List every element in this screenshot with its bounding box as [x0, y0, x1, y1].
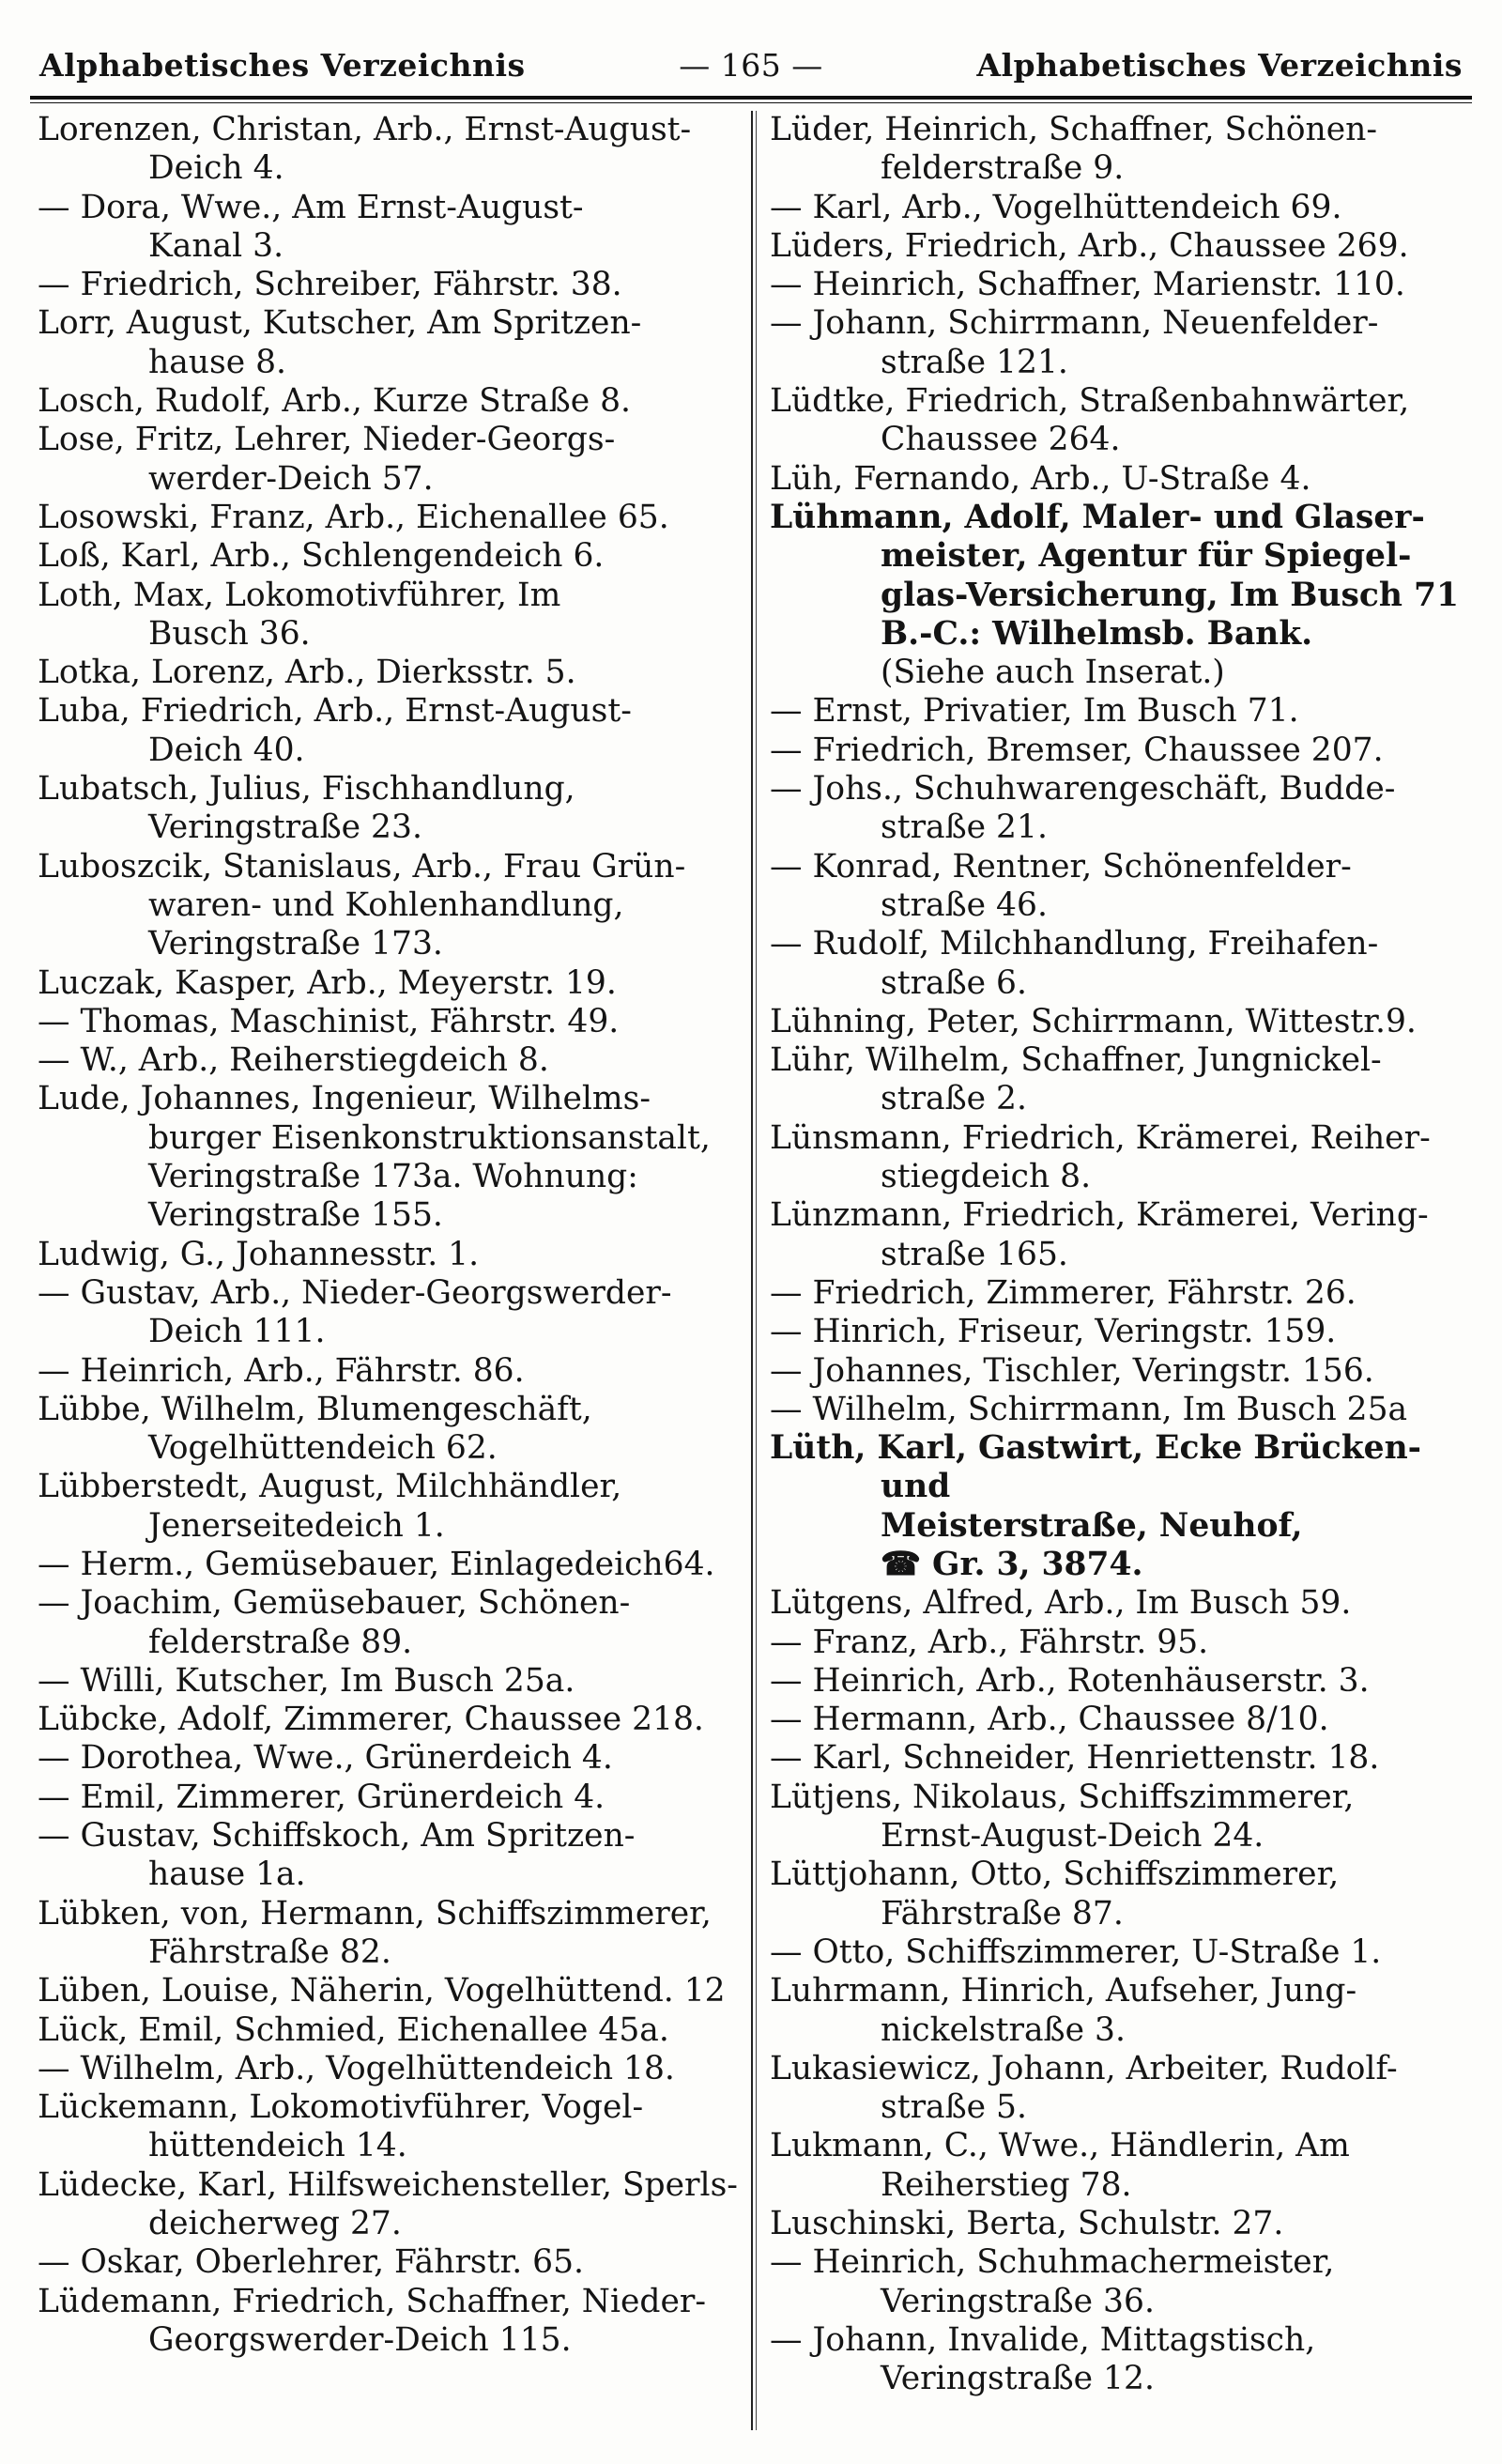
- entry-line: — Joachim, Gemüsebauer, Schönen-: [38, 1584, 631, 1623]
- entry-line: Lütgens, Alfred, Arb., Im Busch 59.: [770, 1584, 1352, 1623]
- entry-line: Loth, Max, Lokomotivführer, Im: [38, 576, 561, 614]
- header-left-title: Alphabetisches Verzeichnis: [39, 47, 526, 84]
- page-number: — 165 —: [679, 47, 823, 84]
- entry-line: Luhrmann, Hinrich, Aufseher, Jung-: [770, 1972, 1357, 2010]
- directory-entry: [770, 1933, 1472, 1972]
- directory-entry: [38, 1352, 740, 1391]
- entry-line: Lubatsch, Julius, Fischhandlung,: [38, 770, 575, 808]
- entry-line: stiegdeich 8.: [881, 1158, 1092, 1196]
- directory-entry: [770, 1972, 1472, 2050]
- directory-entry: [38, 1584, 740, 1662]
- directory-entry: [38, 2166, 740, 2244]
- entry-line: straße 5.: [881, 2088, 1027, 2127]
- entry-line: Ernst-August-Deich 24.: [881, 1817, 1264, 1856]
- directory-entry: [770, 499, 1472, 654]
- entry-line: (Siehe auch Inserat.): [881, 654, 1225, 692]
- directory-entry: [38, 1739, 740, 1778]
- entry-line: Veringstraße 173a. Wohnung:: [148, 1158, 638, 1196]
- entry-line: hause 1a.: [148, 1856, 306, 1894]
- entry-line: straße 46.: [881, 886, 1048, 924]
- directory-entry: [770, 770, 1472, 848]
- entry-line: hüttendeich 14.: [148, 2127, 407, 2165]
- entry-line: — Hinrich, Friseur, Veringstr. 159.: [770, 1313, 1337, 1351]
- entry-line: Lorr, August, Kutscher, Am Spritzen-: [38, 304, 642, 343]
- entry-line: Lose, Fritz, Lehrer, Nieder-Georgs-: [38, 421, 616, 459]
- entry-line: Luschinski, Berta, Schulstr. 27.: [770, 2205, 1284, 2243]
- entry-line: deicherweg 27.: [148, 2205, 402, 2243]
- directory-entry: [38, 1003, 740, 1041]
- entry-line: Lüben, Louise, Näherin, Vogelhüttend. 12: [38, 1972, 726, 2010]
- entry-line: Veringstraße 173.: [148, 925, 443, 963]
- entry-line: Georgswerder-Deich 115.: [148, 2320, 572, 2359]
- entry-line: — W., Arb., Reiherstiegdeich 8.: [38, 1041, 549, 1080]
- entry-line: — Konrad, Rentner, Schönenfelder-: [770, 847, 1352, 886]
- directory-entry: [38, 848, 740, 964]
- directory-entry: [38, 1274, 740, 1352]
- directory-entry: [770, 2205, 1472, 2243]
- directory-entry: [38, 692, 740, 770]
- entry-line: waren- und Kohlenhandlung,: [148, 886, 624, 924]
- entry-line: Lukasiewicz, Johann, Arbeiter, Rudolf-: [770, 2049, 1398, 2087]
- directory-entry: [38, 266, 740, 304]
- entry-line: — Wilhelm, Schirrmann, Im Busch 25a: [770, 1390, 1408, 1428]
- directory-entry: [770, 1003, 1472, 1041]
- entry-line: Deich 111.: [148, 1313, 326, 1351]
- entry-line: Luczak, Kasper, Arb., Meyerstr. 19.: [38, 963, 617, 1002]
- directory-entry: [770, 1119, 1472, 1197]
- entry-line: — Dorothea, Wwe., Grünerdeich 4.: [38, 1739, 613, 1778]
- entry-line: Fährstraße 82.: [148, 1933, 391, 1971]
- directory-entry: [770, 1739, 1472, 1778]
- entry-line: — Johannes, Tischler, Veringstr. 156.: [770, 1351, 1374, 1390]
- entry-line: Lückemann, Lokomotivführer, Vogel-: [38, 2088, 644, 2127]
- directory-entry: [770, 189, 1472, 227]
- entry-line: burger Eisenkonstruktionsanstalt,: [148, 1118, 711, 1157]
- directory-entry: [770, 2127, 1472, 2205]
- directory-entry: [770, 1856, 1472, 1933]
- directory-entry: [38, 2050, 740, 2088]
- entry-line: Luba, Friedrich, Arb., Ernst-August-: [38, 692, 632, 731]
- left-column: [30, 111, 751, 2430]
- entry-line: — Otto, Schiffszimmerer, U-Straße 1.: [770, 1933, 1382, 1971]
- entry-note: [770, 654, 1472, 692]
- entry-line: felderstraße 89.: [148, 1623, 413, 1661]
- directory-entry: [38, 654, 740, 692]
- directory-entry: [770, 1624, 1472, 1662]
- entry-line: Fährstraße 87.: [881, 1894, 1124, 1933]
- entry-line: — Heinrich, Schuhmachermeister,: [770, 2243, 1335, 2282]
- entry-line: — Friedrich, Zimmerer, Fährstr. 26.: [770, 1273, 1356, 1312]
- entry-line: — Johann, Invalide, Mittagstisch,: [770, 2320, 1316, 2359]
- directory-entry: [770, 2321, 1472, 2399]
- entry-line: Lübcke, Adolf, Zimmerer, Chaussee 218.: [38, 1701, 704, 1739]
- entry-line: Lünsmann, Friedrich, Krämerei, Reiher-: [770, 1118, 1431, 1157]
- entry-line: Lüder, Heinrich, Schaffner, Schönen-: [770, 111, 1378, 148]
- entry-line: — Dora, Wwe., Am Ernst-August-: [38, 188, 584, 226]
- directory-entry: [770, 848, 1472, 926]
- entry-line: straße 165.: [881, 1235, 1068, 1273]
- entry-line: Losch, Rudolf, Arb., Kurze Straße 8.: [38, 382, 632, 421]
- directory-entry: [770, 266, 1472, 304]
- entry-line: Lude, Johannes, Ingenieur, Wilhelms-: [38, 1080, 651, 1118]
- directory-entry: [38, 2011, 740, 2050]
- entry-line: nickelstraße 3.: [881, 2010, 1126, 2049]
- directory-entry: [38, 304, 740, 382]
- entry-line: Lühmann, Adolf, Maler- und Glaser-: [770, 498, 1425, 536]
- directory-entry: [770, 1041, 1472, 1119]
- directory-entry: [770, 732, 1472, 770]
- directory-entry: [38, 189, 740, 267]
- entry-line: Veringstraße 36.: [881, 2282, 1155, 2320]
- entry-line: — Karl, Arb., Vogelhüttendeich 69.: [770, 188, 1342, 226]
- directory-entry: [770, 1429, 1472, 1584]
- entry-line: Busch 36.: [148, 614, 311, 653]
- directory-entry: [770, 111, 1472, 189]
- directory-entry: [38, 499, 740, 537]
- entry-line: Lüth, Karl, Gastwirt, Ecke Brücken- und: [770, 1429, 1421, 1506]
- entry-line: Lütjens, Nikolaus, Schiffszimmerer,: [770, 1778, 1355, 1816]
- entry-line: Luboszcik, Stanislaus, Arb., Frau Grün-: [38, 847, 686, 886]
- entry-line: — Herm., Gemüsebauer, Einlagedeich64.: [38, 1545, 715, 1583]
- entry-line: Chaussee 264.: [881, 421, 1121, 459]
- entry-line: Deich 40.: [148, 731, 305, 769]
- entry-line: Veringstraße 23.: [148, 808, 422, 847]
- entry-line: Lück, Emil, Schmied, Eichenallee 45a.: [38, 2010, 669, 2049]
- entry-line: — Johs., Schuhwarengeschäft, Budde-: [770, 770, 1396, 808]
- directory-columns: [30, 111, 1472, 2430]
- entry-line: Lüdecke, Karl, Hilfsweichensteller, Sperls-: [38, 2165, 738, 2204]
- entry-line: Lorenzen, Christan, Arb., Ernst-August-: [38, 111, 692, 148]
- entry-line: Lüdemann, Friedrich, Schaffner, Nieder-: [38, 2282, 707, 2320]
- entry-line: Deich 4.: [148, 149, 284, 188]
- entry-line: Lübbe, Wilhelm, Blumengeschäft,: [38, 1390, 592, 1428]
- entry-line: Jenerseitedeich 1.: [148, 1506, 445, 1545]
- directory-entry: [38, 1236, 740, 1274]
- directory-entry: [770, 1584, 1472, 1623]
- entry-line: Lühning, Peter, Schirrmann, Wittestr.9.: [770, 1002, 1417, 1040]
- entry-line: Loß, Karl, Arb., Schlengendeich 6.: [38, 537, 605, 576]
- directory-entry: [38, 770, 740, 848]
- directory-entry: [770, 1391, 1472, 1429]
- entry-line: Lüdtke, Friedrich, Straßenbahnwärter,: [770, 382, 1410, 421]
- directory-entry: [770, 2050, 1472, 2128]
- directory-entry: [770, 1352, 1472, 1391]
- entry-line: Lukmann, C., Wwe., Händlerin, Am: [770, 2127, 1350, 2165]
- directory-entry: [38, 2243, 740, 2282]
- directory-entry: [38, 111, 740, 189]
- directory-entry: [770, 227, 1472, 266]
- directory-entry: [770, 2243, 1472, 2321]
- header-right-title: Alphabetisches Verzeichnis: [976, 47, 1463, 84]
- directory-entry: [38, 1041, 740, 1080]
- directory-entry: [38, 1895, 740, 1973]
- entry-line: hause 8.: [148, 343, 287, 381]
- entry-line: Lübberstedt, August, Milchhändler,: [38, 1468, 622, 1506]
- entry-line: straße 6.: [881, 963, 1027, 1002]
- directory-entry: [770, 1274, 1472, 1313]
- entry-line: Ludwig, G., Johannesstr. 1.: [38, 1235, 480, 1273]
- directory-entry: [770, 1662, 1472, 1701]
- directory-entry: [38, 1817, 740, 1895]
- directory-entry: [770, 1196, 1472, 1274]
- directory-entry: [38, 2088, 740, 2166]
- directory-entry: [38, 537, 740, 576]
- entry-line: straße 121.: [881, 343, 1068, 381]
- directory-entry: [38, 964, 740, 1003]
- entry-line: Lüders, Friedrich, Arb., Chaussee 269.: [770, 226, 1409, 265]
- directory-entry: [38, 1080, 740, 1235]
- entry-line: — Gustav, Arb., Nieder-Georgswerder-: [38, 1273, 672, 1312]
- directory-entry: [770, 460, 1472, 499]
- entry-line: Vogelhüttendeich 62.: [148, 1429, 498, 1468]
- entry-line: straße 21.: [881, 808, 1048, 847]
- entry-line: — Johann, Schirrmann, Neuenfelder-: [770, 304, 1379, 343]
- directory-entry: [770, 925, 1472, 1003]
- directory-entry: [770, 1313, 1472, 1351]
- entry-line: B.-C.: Wilhelmsb. Bank.: [881, 614, 1313, 653]
- entry-line: — Heinrich, Arb., Rotenhäuserstr. 3.: [770, 1661, 1370, 1700]
- entry-line: — Franz, Arb., Fährstr. 95.: [770, 1623, 1209, 1661]
- header-rule-thin: [30, 102, 1472, 103]
- directory-entry: [770, 692, 1472, 731]
- entry-line: Reiherstieg 78.: [881, 2165, 1132, 2204]
- entry-line: — Rudolf, Milchhandlung, Freihafen-: [770, 925, 1379, 963]
- directory-entry: [770, 1701, 1472, 1739]
- entry-line: Lüttjohann, Otto, Schiffszimmerer,: [770, 1856, 1340, 1894]
- entry-line: meister, Agentur für Spiegel-: [881, 537, 1412, 576]
- directory-entry: [770, 1779, 1472, 1856]
- right-column: [753, 111, 1472, 2430]
- entry-line: Lünzmann, Friedrich, Krämerei, Vering-: [770, 1196, 1429, 1235]
- entry-line: — Wilhelm, Arb., Vogelhüttendeich 18.: [38, 2049, 675, 2087]
- entry-line: — Willi, Kutscher, Im Busch 25a.: [38, 1661, 575, 1700]
- entry-line: — Heinrich, Arb., Fährstr. 86.: [38, 1351, 525, 1390]
- entry-line: — Emil, Zimmerer, Grünerdeich 4.: [38, 1778, 605, 1816]
- entry-line: — Oskar, Oberlehrer, Fährstr. 65.: [38, 2243, 585, 2282]
- entry-line: Veringstraße 12.: [881, 2360, 1155, 2398]
- directory-entry: [38, 577, 740, 654]
- entry-line: Lühr, Wilhelm, Schaffner, Jungnickel-: [770, 1041, 1382, 1080]
- entry-line: — Gustav, Schiffskoch, Am Spritzen-: [38, 1817, 636, 1856]
- entry-line: werder-Deich 57.: [148, 459, 434, 498]
- header-rule-thick: [30, 96, 1472, 100]
- entry-line: felderstraße 9.: [881, 149, 1125, 188]
- entry-line: — Ernst, Privatier, Im Busch 71.: [770, 692, 1299, 731]
- directory-entry: [38, 1972, 740, 2010]
- entry-line: Lübken, von, Hermann, Schiffszimmerer,: [38, 1894, 712, 1933]
- entry-line: — Karl, Schneider, Henriettenstr. 18.: [770, 1739, 1380, 1778]
- entry-line: Lotka, Lorenz, Arb., Dierksstr. 5.: [38, 654, 576, 692]
- directory-entry: [38, 2283, 740, 2361]
- directory-entry: [38, 1662, 740, 1701]
- entry-line: — Friedrich, Bremser, Chaussee 207.: [770, 731, 1384, 769]
- entry-line: — Friedrich, Schreiber, Fährstr. 38.: [38, 266, 622, 304]
- entry-line: Kanal 3.: [148, 226, 284, 265]
- entry-line: Lüh, Fernando, Arb., U-Straße 4.: [770, 459, 1311, 498]
- directory-entry: [770, 382, 1472, 460]
- entry-line: — Thomas, Maschinist, Fährstr. 49.: [38, 1002, 620, 1040]
- directory-entry: [38, 1779, 740, 1817]
- entry-line: Veringstraße 155.: [148, 1196, 443, 1235]
- directory-entry: [38, 1391, 740, 1469]
- directory-entry: [38, 1546, 740, 1584]
- entry-line: Losowski, Franz, Arb., Eichenallee 65.: [38, 498, 669, 536]
- directory-entry: [38, 1701, 740, 1739]
- entry-line: Meisterstraße, Neuhof,: [881, 1506, 1303, 1545]
- directory-entry: [38, 382, 740, 421]
- entry-line: — Hermann, Arb., Chaussee 8/10.: [770, 1701, 1329, 1739]
- directory-entry: [38, 421, 740, 499]
- entry-line: straße 2.: [881, 1080, 1027, 1118]
- entry-line: glas-Versicherung, Im Busch 71: [881, 576, 1460, 614]
- directory-entry: [770, 304, 1472, 382]
- entry-line: — Heinrich, Schaffner, Marienstr. 110.: [770, 266, 1405, 304]
- page-header: [30, 38, 1472, 90]
- entry-line: ☎ Gr. 3, 3874.: [881, 1545, 1143, 1583]
- directory-entry: [38, 1468, 740, 1546]
